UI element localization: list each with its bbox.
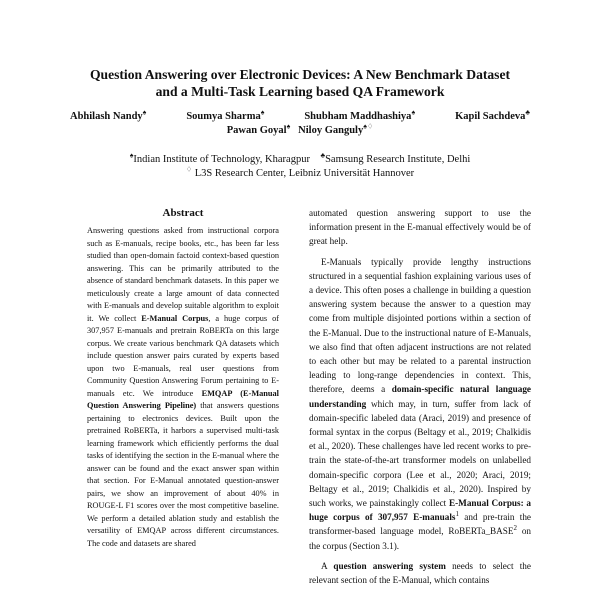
author-row-2 — [70, 124, 530, 138]
affiliation-row-1: ♠Indian Institute of Technology, Kharagpur ♣Samsung Research Institute, Delhi — [129, 151, 471, 165]
paper-title — [60, 66, 540, 100]
body-right-column — [309, 206, 531, 587]
author: Shubham Maddhashiya♠ — [304, 108, 416, 122]
body-paragraph: A question answering system needs to select the relevant section of the E-Manual, which contains — [309, 560, 531, 586]
author: Niloy Ganguly♠♢ — [298, 122, 374, 136]
author: Pawan Goyal♠ — [226, 122, 291, 136]
body-paragraph: E-Manuals typically provide lengthy instructions structured in a sequential fashion explaining various uses of a device. This often poses a challenge in building a question answering system because the answer to a question may come from multiple disjointed portions within a section of the E-Manual. Due to the instructional nature of E-Manuals, we also find that often adjacent instructions are not related to each other but may be related to a parental instruction leading to long-range dependencies in context. This, therefore, deems a domain-specific natural language understanding which may, in turn, suffer from lack of domain-specific labeled data (Araci, 2019) and presence of formal syntax in the corpus (Beltagy et al., 2019; Chalkidis et al., 2020). These challenges have led recent works to pre-train the state-of-the-art transformer models on unlabelled domain-specific corpora (Lee et al., 2020; Araci, 2019; Beltagy et al., 2019; Chalkidis et al., 2020). Inspired by such works, we painstakingly collect E-Manual Corpus: a huge corpus of 307,957 E-manuals$^1$ and pre-train the transformer-based language model, RoBERTa_BASE$^2$ on the corpus (Section 3.1). — [309, 256, 532, 551]
title-line-2: and a Multi-Task Learning based QA Framework — [155, 84, 445, 99]
author: Soumya Sharma♠ — [186, 108, 265, 122]
abstract-text: Answering questions asked from instructional corpora such as E-manuals, recipe books, etc., has been far less studied than open-domain factoid context-based question answering. This can be primarily attributed to the absence of standard benchmark datasets. In this paper we meticulously create a large amount of data connected with E-manuals and develop suitable algorithm to exploit it. We collect E-Manual Corpus, a huge corpus of 307,957 E-manuals and pretrain RoBERTa on this large corpus. We create various benchmark QA datasets which include question answer pairs curated by experts based upon two E-manuals, real user questions from Community Question Answering Forum pertaining to E-manuals etc. We introduce EMQAP (E-Manual Question Answering Pipeline) that answers questions pertaining to electronics devices. Built upon the pretrained RoBERTa, it harbors a supervised multi-task learning framework which efficiently performs the dual tasks of identifying the section in the E-manual where the answer can be found and the exact answer span within that section. For E-Manual annotated question-answer pairs, we show an improvement of about 40% in ROUGE-L F1 scores over the most competitive baseline. We perform a detailed ablation study and establish the versatility of EMQAP across different circumstances. The code and datasets are shared — [87, 226, 279, 548]
affiliation-row-2: ♢ L3S Research Center, Leibniz Universität Hannover — [185, 165, 415, 179]
author: Abhilash Nandy♠ — [70, 108, 147, 122]
author-list — [70, 110, 530, 138]
affiliations — [60, 153, 540, 181]
abstract-heading: Abstract — [162, 207, 204, 219]
title-line-1: Question Answering over Electronic Devices: A New Benchmark Dataset — [89, 67, 511, 82]
author-row-1 — [70, 110, 530, 124]
body-paragraph: automated question answering support to use the information present in the E-manual effectively would be of great help. — [309, 208, 531, 247]
author: Kapil Sachdeva♣ — [455, 108, 530, 122]
